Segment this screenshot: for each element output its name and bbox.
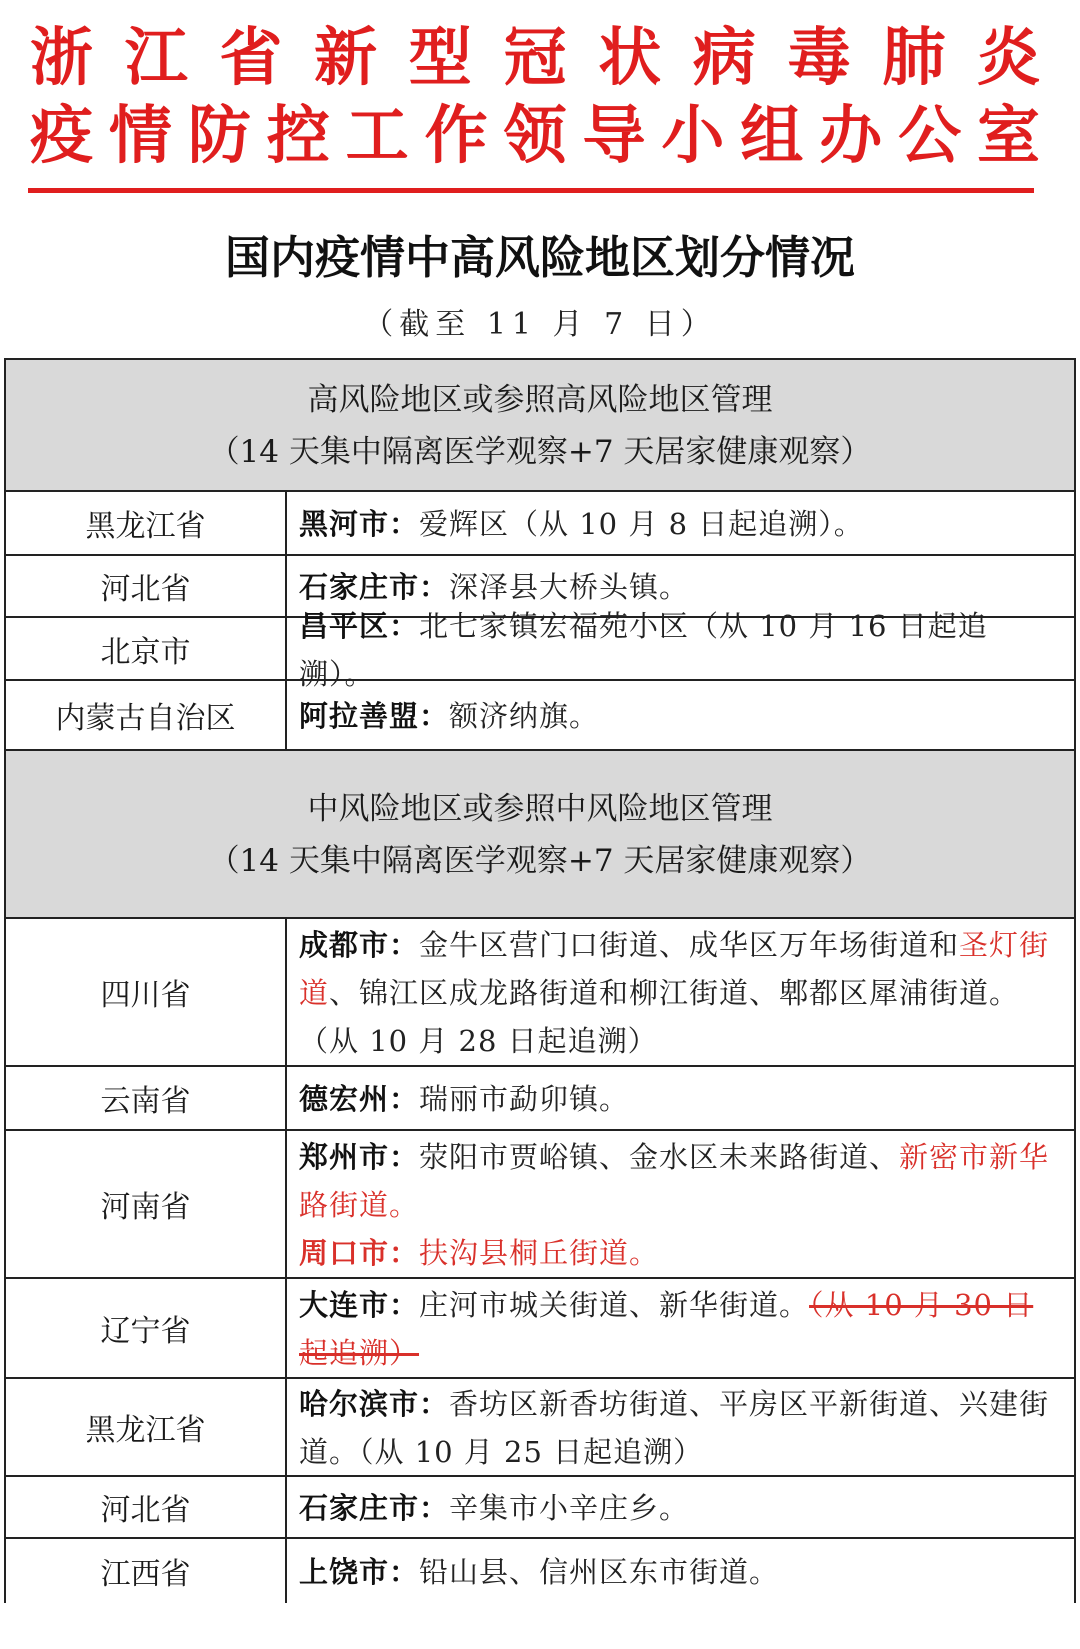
table-row — [6, 1067, 1074, 1131]
area-text: 、锦江区成龙路街道和柳江街道、郫都区犀浦街道。（从 10 月 28 日起追溯） — [299, 976, 1020, 1058]
medium-risk-measure: （14 天集中隔离医学观察+7 天居家健康观察） — [208, 843, 872, 879]
city-label: 石家庄市： — [299, 1491, 450, 1525]
province-cell: 江西省 — [6, 1539, 287, 1603]
area-cell — [287, 1067, 1074, 1129]
area-cell — [287, 1379, 1074, 1475]
date-note: （截至 11 月 7 日） — [363, 307, 717, 342]
city-label: 上饶市： — [299, 1555, 420, 1589]
city-label-highlighted: 周口市： — [299, 1236, 420, 1270]
table-row — [6, 1279, 1074, 1379]
area-text-highlighted: 扶沟县桐丘街道。 — [419, 1236, 660, 1270]
table-row — [6, 608, 1074, 691]
document-letterhead — [0, 0, 1080, 200]
city-label: 大连市： — [299, 1288, 420, 1322]
area-text: 铅山县、信州区东市街道。 — [419, 1555, 780, 1589]
city-label: 德宏州： — [299, 1082, 420, 1116]
table-row — [6, 1539, 1074, 1603]
area-text-highlighted: 新密市新华路街道。 — [299, 1140, 1050, 1222]
table-row — [6, 919, 1074, 1067]
area-text: 香坊区新香坊街道、平房区平新街道、兴建街道。（从 10 月 25 日起追溯） — [299, 1387, 1050, 1469]
province-cell: 黑龙江省 — [6, 1379, 287, 1475]
city-label: 黑河市： — [299, 507, 420, 541]
area-cell — [287, 1477, 1074, 1537]
area-cell — [287, 919, 1074, 1065]
letterhead-line-2: 疫情防控工作领导小组办公室 — [30, 100, 1040, 172]
province-cell: 辽宁省 — [6, 1279, 287, 1377]
city-label: 郑州市： — [299, 1140, 420, 1174]
high-risk-heading: 高风险地区或参照高风险地区管理 — [307, 382, 773, 418]
area-text-highlighted: 圣灯街道 — [299, 928, 1050, 1010]
city-label: 昌平区： — [299, 608, 420, 643]
area-text: 爱辉区（从 10 月 8 日起追溯）。 — [419, 507, 864, 541]
area-text: 荥阳市贾峪镇、金水区未来路街道、 — [419, 1140, 900, 1174]
high-risk-measure: （14 天集中隔离医学观察+7 天居家健康观察） — [208, 434, 872, 470]
table-row — [6, 492, 1074, 556]
medium-risk-section-header — [6, 751, 1074, 919]
letterhead-red-rule — [28, 188, 1034, 193]
table-row — [6, 1477, 1074, 1539]
area-cell — [287, 492, 1074, 554]
city-label: 阿拉善盟： — [299, 699, 450, 733]
city-label: 成都市： — [299, 928, 420, 962]
area-cell — [287, 1539, 1074, 1603]
document-title: 国内疫情中高风险地区划分情况 — [224, 231, 855, 284]
area-text: 金牛区营门口街道、成华区万年场街道和 — [419, 928, 960, 962]
area-text: 额济纳旗。 — [449, 699, 600, 733]
letterhead-line-1: 浙江省新型冠状病毒肺炎 — [30, 22, 1040, 94]
area-text: 深泽县大桥头镇。 — [449, 570, 690, 604]
area-cell — [287, 681, 1074, 749]
province-cell: 北京市 — [6, 618, 287, 679]
area-text: 瑞丽市勐卯镇。 — [419, 1082, 630, 1116]
risk-area-table — [4, 358, 1076, 1603]
high-risk-section-header — [6, 360, 1074, 492]
province-cell: 黑龙江省 — [6, 492, 287, 554]
area-text: 庄河市城关街道、新华街道。 — [419, 1288, 810, 1322]
province-cell: 河北省 — [6, 1477, 287, 1537]
area-cell — [287, 608, 1074, 691]
table-row — [6, 681, 1074, 751]
area-cell — [287, 1279, 1074, 1377]
medium-risk-heading: 中风险地区或参照中风险地区管理 — [307, 791, 773, 827]
area-text: 北七家镇宏福苑小区（从 10 月 16 日起追溯）。 — [299, 608, 988, 691]
area-text: 辛集市小辛庄乡。 — [449, 1491, 690, 1525]
province-cell: 内蒙古自治区 — [6, 681, 287, 749]
city-label: 哈尔滨市： — [299, 1387, 450, 1421]
struck-area-text: （从 10 月 30 日起追溯） — [299, 1288, 1034, 1370]
province-cell: 河南省 — [6, 1131, 287, 1277]
table-row — [6, 1131, 1074, 1279]
area-cell — [287, 1131, 1074, 1277]
province-cell: 云南省 — [6, 1067, 287, 1129]
province-cell: 河北省 — [6, 556, 287, 616]
province-cell: 四川省 — [6, 919, 287, 1065]
city-label: 石家庄市： — [299, 570, 450, 604]
table-row — [6, 1379, 1074, 1477]
